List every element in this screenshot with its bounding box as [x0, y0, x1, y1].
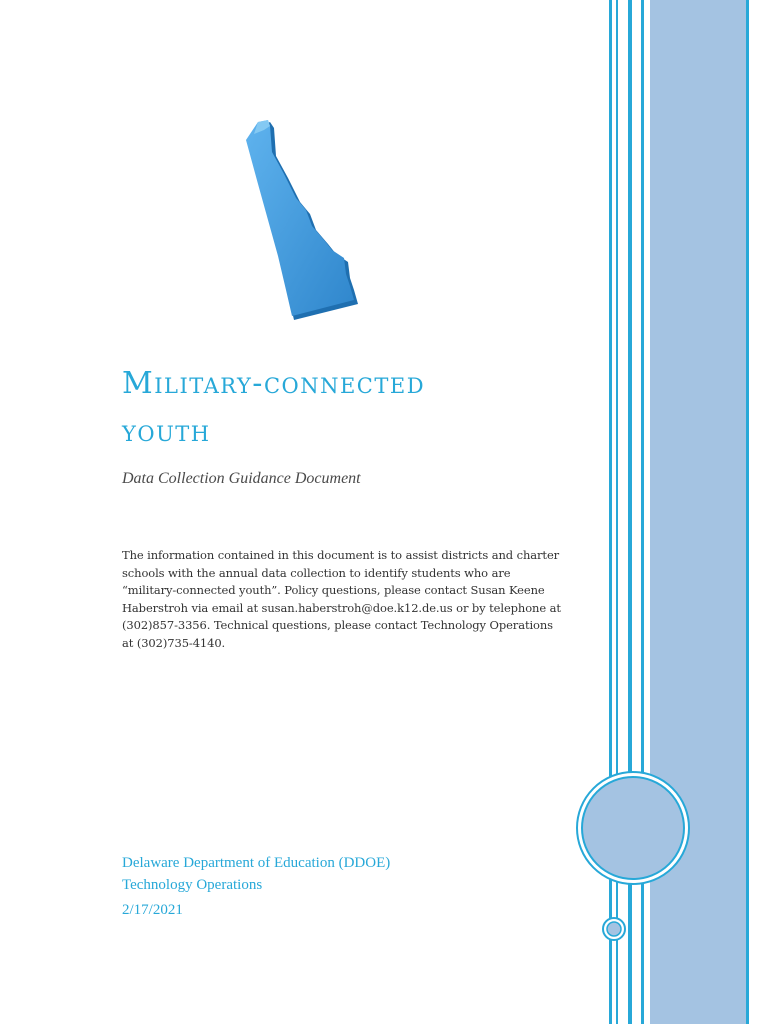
title-line-2: youth [122, 414, 211, 449]
delaware-state-map-icon [236, 118, 366, 328]
organization-block [122, 852, 522, 896]
title-line-1: Military-connected [122, 366, 426, 401]
document-date: 2/17/2021 [122, 902, 183, 918]
border-line [746, 0, 749, 1024]
decorative-circle-small-inner [607, 922, 621, 936]
intro-paragraph: The information contained in this document is to assist districts and charter schools with the annual data collection to identify students who are “military-connected youth”. Policy questions, please contact Susan Keene Haberstroh via email at susan.haberstroh@doe.k12.de.us or by telephone at (302)857-3356. Technical questions, please contact Technology Operations at (302)735-4140. [122, 548, 561, 650]
department-name: Technology Operations [122, 877, 263, 893]
document-title [122, 360, 542, 456]
organization-name: Delaware Department of Education (DDOE) [122, 855, 391, 871]
decorative-circle-inner [582, 777, 684, 879]
decorative-border [560, 0, 770, 1024]
document-subtitle: Data Collection Guidance Document [122, 470, 361, 487]
